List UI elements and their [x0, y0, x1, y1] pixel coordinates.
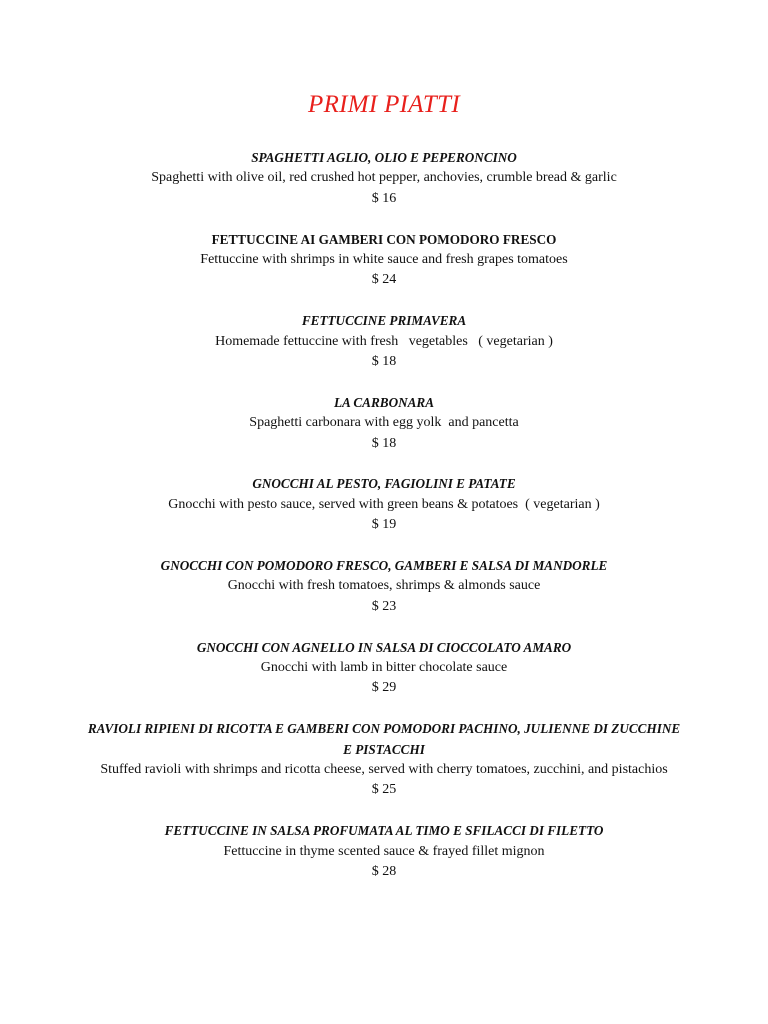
menu-item-description: Homemade fettuccine with fresh vegetables ( vegetarian ): [215, 333, 553, 349]
menu-item-name: RAVIOLI RIPIENI DI RICOTTA E GAMBERI CON POMODORI PACHINO, JULIENNE DI ZUCCHINE E PISTACCHI: [87, 721, 681, 757]
menu-item-price: $ 18: [371, 435, 397, 451]
menu-item-price: $ 16: [371, 190, 397, 206]
menu-item-price: $ 25: [371, 782, 397, 798]
menu-item: [0, 393, 768, 454]
menu-item-price: $ 18: [371, 354, 397, 370]
menu-item-name: GNOCCHI CON POMODORO FRESCO, GAMBERI E SALSA DI MANDORLE: [160, 558, 608, 574]
menu-item: [0, 474, 768, 535]
menu-item: [0, 556, 768, 617]
menu-item-name: FETTUCCINE AI GAMBERI CON POMODORO FRESCO: [211, 231, 557, 247]
menu-item: [0, 230, 768, 291]
page-title: PRIMI PIATTI: [308, 91, 460, 118]
menu-item: [0, 311, 768, 372]
menu-item: [0, 719, 768, 801]
menu-item-price: $ 28: [371, 864, 397, 880]
menu-item-description: Gnocchi with fresh tomatoes, shrimps & almonds sauce: [227, 578, 541, 594]
menu-item-name: GNOCCHI CON AGNELLO IN SALSA DI CIOCCOLATO AMARO: [196, 639, 572, 655]
menu-item-name: FETTUCCINE IN SALSA PROFUMATA AL TIMO E SFILACCI DI FILETTO: [164, 823, 604, 839]
menu-item: [0, 148, 768, 209]
menu-item-description: Gnocchi with lamb in bitter chocolate sauce: [260, 660, 508, 676]
menu-item-name: LA CARBONARA: [333, 394, 435, 410]
menu-item-description: Fettuccine in thyme scented sauce & frayed fillet mignon: [223, 843, 545, 859]
menu-item-price: $ 19: [371, 517, 397, 533]
menu-item: [0, 638, 768, 699]
menu-item-description: Spaghetti carbonara with egg yolk and pancetta: [249, 415, 519, 431]
menu-item-description: Fettuccine with shrimps in white sauce and fresh grapes tomatoes: [200, 252, 568, 268]
menu-item-name: FETTUCCINE PRIMAVERA: [301, 313, 467, 329]
menu-item-description: Gnocchi with pesto sauce, served with green beans & potatoes ( vegetarian ): [168, 496, 600, 512]
menu-item-price: $ 29: [371, 680, 397, 696]
menu-item-description: Spaghetti with olive oil, red crushed hot pepper, anchovies, crumble bread & garlic: [151, 170, 617, 186]
menu-item-price: $ 23: [371, 598, 397, 614]
menu-items-list: [0, 148, 768, 903]
menu-item-price: $ 24: [371, 272, 397, 288]
menu-item-name: SPAGHETTI AGLIO, OLIO E PEPERONCINO: [251, 150, 517, 165]
menu-item: [0, 821, 768, 882]
menu-item-name: GNOCCHI AL PESTO, FAGIOLINI E PATATE: [252, 476, 516, 492]
menu-item-description: Stuffed ravioli with shrimps and ricotta cheese, served with cherry tomatoes, zucchini, and pistachios: [100, 762, 668, 778]
